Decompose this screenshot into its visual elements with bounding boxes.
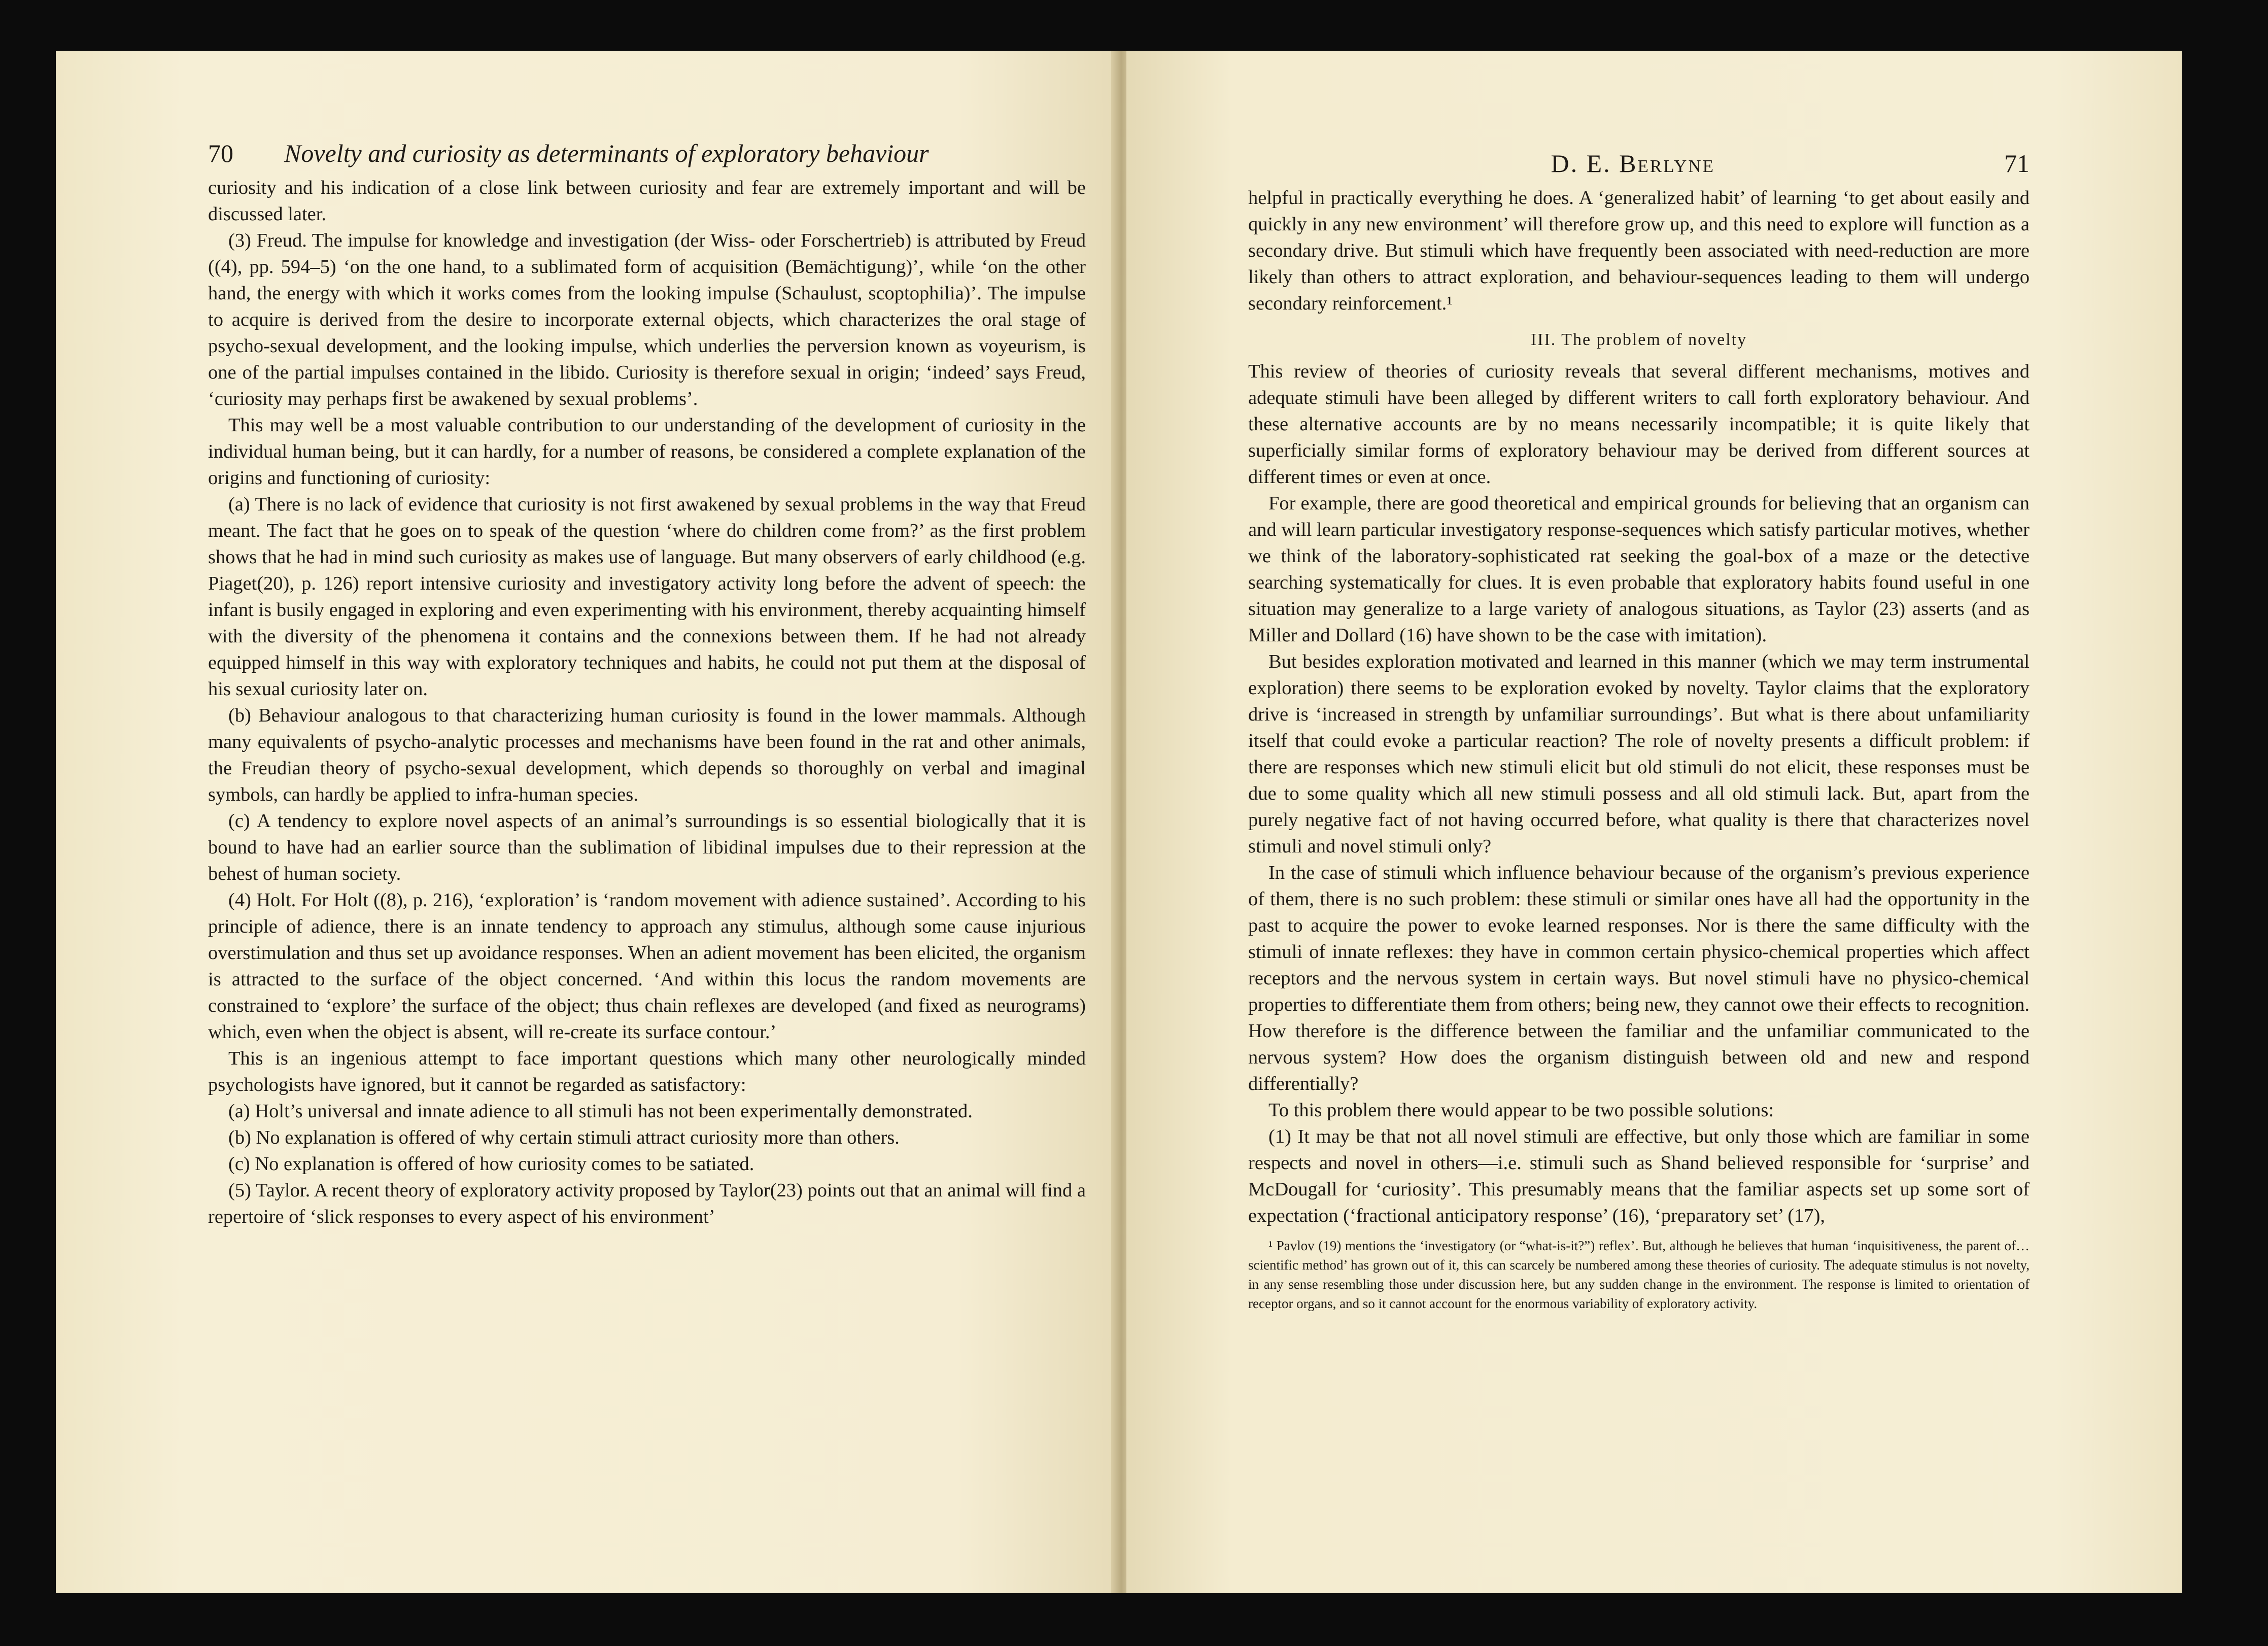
paragraph: (4) Holt. For Holt ((8), p. 216), ‘exploration’ is ‘random movement with adience sustained’. According to his principle of adience, there is an innate tendency to approach any stimulus, although some cause injurious overstimulation and thus set up avoidance responses. When an adient movement has been elicited, the organism is attracted to the surface of the object concerned. ‘And within this locus the random movements are constrained to ‘explore’ the surface of the object; thus chain reflexes are developed (and fixed as neurograms) which, even when the object is absent, will re-create its surface contour.’ — [208, 889, 1086, 1043]
paragraph: In the case of stimuli which influence behaviour because of the organism’s previous experience of them, there is no such problem: these stimuli or similar ones have all had the opportunity in the past to acquire the power to evoke learned responses. Nor is there the same difficulty with the stimuli of innate reflexes: they have in common certain physico-chemical properties which affect receptors and the nervous system in certain ways. But novel stimuli have no physico-chemical properties to differentiate them from others; being new, they cannot owe their effects to recognition. How therefore is the difference between the familiar and the unfamiliar communicated to the nervous system? How does the organism distinguish between old and new and respond differentially? — [1248, 862, 2030, 1094]
paragraph: (5) Taylor. A recent theory of exploratory activity proposed by Taylor(23) points out that an animal will find a repertoire of ‘slick responses to every aspect of his environment’ — [208, 1180, 1086, 1227]
paragraph: This is an ingenious attempt to face important questions which many other neurologically minded psychologists have ignored, but it cannot be regarded as satisfactory: — [208, 1048, 1086, 1095]
left-page-number: 70 — [208, 139, 233, 167]
paragraph: helpful in practically everything he does. A ‘generalized habit’ of learning ‘to get about easily and quickly in any new environment’ will therefore grow up, and this need to explore will function as a secondary drive. But stimuli which have frequently been associated with need-reduction are more likely than others to attract exploration, and behaviour-sequences leading to them will undergo secondary reinforcement.¹ — [1248, 187, 2030, 314]
paragraph: (3) Freud. The impulse for knowledge and investigation (der Wiss- oder Forschertrieb) is attributed by Freud ((4), pp. 594–5) ‘on the one hand, to a sublimated form of acquisition (Bemächtigung)’, while ‘on the other hand, the energy with which it works comes from the looking impulse (Schaulust, scoptophilia)’. The impulse to acquire is derived from the desire to incorporate external objects, which characterizes the oral stage of psycho-sexual development, and the looking impulse, which underlies the perversion known as voyeurism, is one of the partial impulses contained in the libido. Curiosity is therefore sexual in origin; ‘indeed’ says Freud, ‘curiosity may perhaps first be awakened by sexual problems’. — [208, 230, 1086, 409]
section-heading: III. The problem of novelty — [1530, 330, 1747, 349]
paragraph: (1) It may be that not all novel stimuli are effective, but only those which are familiar in some respects and novel in others—i.e. stimuli such as Shand believed responsible for ‘surprise’ and McDougall for ‘curiosity’. This presumably means that the familiar aspects set up some sort of expectation (‘fractional anticipatory response’ (16), ‘preparatory set’ (17), — [1248, 1126, 2030, 1226]
paragraph: (c) A tendency to explore novel aspects of an animal’s surroundings is so essential biologically that it is bound to have had an earlier source than the sublimation of libidinal impulses due to their repression at the behest of human society. — [208, 810, 1086, 884]
left-page — [56, 51, 1116, 1593]
paragraph: curiosity and his indication of a close link between curiosity and fear are extremely important and will be discussed later. — [208, 177, 1086, 225]
right-page-body — [1248, 185, 2030, 1313]
paragraph: (b) Behaviour analogous to that characterizing human curiosity is found in the lower mammals. Although many equivalents of psycho-analytic processes and mechanisms have been found in the rat and other animals, the Freudian theory of psycho-sexual development, which depends so thoroughly on verbal and imaginal symbols, can hardly be applied to infra-human species. — [208, 705, 1086, 805]
right-page-header — [1248, 147, 2030, 180]
book-spread — [56, 51, 2182, 1593]
paragraph: To this problem there would appear to be two possible solutions: — [1268, 1100, 1774, 1121]
paragraph: (c) No explanation is offered of how curiosity comes to be satiated. — [228, 1153, 754, 1175]
footnote: ¹ Pavlov (19) mentions the ‘investigatory (or “what-is-it?”) reflex’. But, although he believes that human ‘inquisitiveness, the parent of…scientific method’ has grown out of it, this can scarcely be numbered among these theories of curiosity. The adequate stimulus is not novelty, in any sense resembling those under discussion here, but any sudden change in the environment. The response is limited to orientation of receptor organs, and so it cannot account for the enormous variability of exploratory activity. — [1248, 1238, 2030, 1311]
right-page — [1126, 51, 2182, 1593]
right-page-number: 71 — [2004, 149, 2030, 178]
left-page-header — [208, 137, 1086, 169]
running-title: Novelty and curiosity as determinants of exploratory behaviour — [284, 139, 929, 167]
paragraph: For example, there are good theoretical and empirical grounds for believing that an organism can and will learn particular investigatory response-sequences which satisfy particular motives, whether we think of the laboratory-sophisticated rat seeking the goal-box of a maze or the detective searching systematically for clues. It is even probable that exploratory habits found useful in one situation may generalize to a large variety of analogous situations, as Taylor (23) asserts (and as Miller and Dollard (16) have shown to be the case with imitation). — [1248, 493, 2030, 646]
left-page-body — [208, 175, 1086, 1230]
paragraph: This may well be a most valuable contribution to our understanding of the development of curiosity in the individual human being, but it can hardly, for a number of reasons, be considered a complete explanation of the origins and functioning of curiosity: — [208, 415, 1086, 489]
paragraph: But besides exploration motivated and learned in this manner (which we may term instrumental exploration) there seems to be exploration evoked by novelty. Taylor claims that the exploratory drive is ‘increased in strength by unfamiliar surroundings’. But what is there about unfamiliarity itself that could evoke a particular reaction? The role of novelty presents a difficult problem: if there are responses which new stimuli elicit but old stimuli do not elicit, these responses must be due to some quality which all new stimuli possess and all old stimuli lack. But, apart from the purely negative fact of not having occurred before, what quality is there that characterizes novel stimuli and novel stimuli only? — [1248, 651, 2030, 857]
paragraph: (b) No explanation is offered of why certain stimuli attract curiosity more than others. — [228, 1127, 900, 1148]
running-author: D. E. Berlyne — [1551, 149, 1715, 178]
paragraph: This review of theories of curiosity reveals that several different mechanisms, motives and adequate stimuli have been alleged by different writers to call forth exploratory behaviour. And these alternative accounts are by no means necessarily incompatible; it is quite likely that superficially similar forms of exploratory behaviour may be derived from different sources at different times or even at once. — [1248, 361, 2030, 488]
paragraph: (a) Holt’s universal and innate adience to all stimuli has not been experimentally demonstrated. — [228, 1101, 973, 1122]
paragraph: (a) There is no lack of evidence that curiosity is not first awakened by sexual problems in the way that Freud meant. The fact that he goes on to speak of the question ‘where do children come from?’ as the first problem shows that he had in mind such curiosity as makes use of language. But many observers of early childhood (e.g. Piaget(20), p. 126) report intensive curiosity and investigatory activity long before the advent of speech: the infant is busily engaged in exploring and even experimenting with his environment, thereby acquainting himself with the diversity of the phenomena it contains and the connexions between them. If he had not already equipped himself in this way with exploratory techniques and habits, he could not put them at the disposal of his sexual curiosity later on. — [208, 494, 1086, 700]
